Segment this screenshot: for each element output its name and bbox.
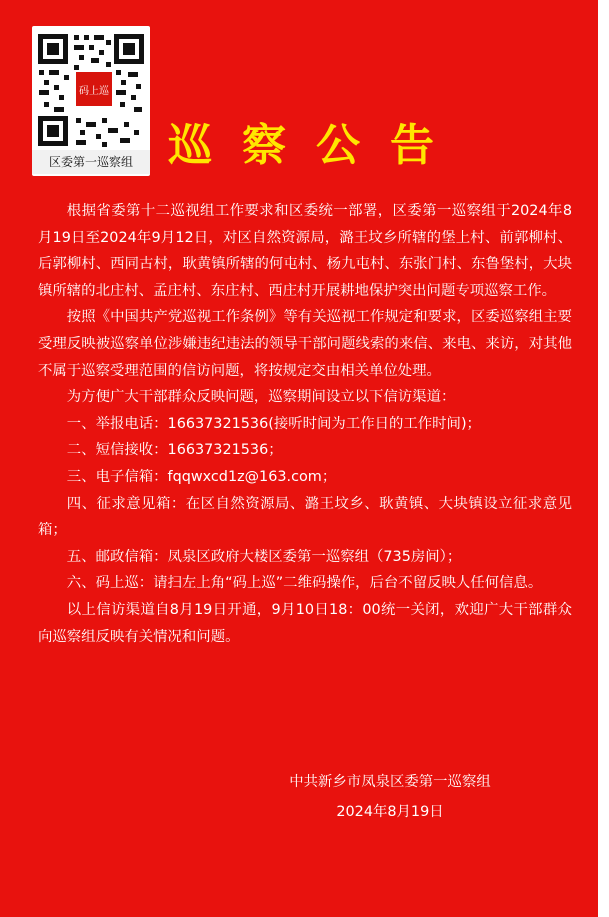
paragraph-intro: 根据省委第十二巡视组工作要求和区委统一部署，区委第一巡察组于2024年8月19日至2024年9月12日，对区自然资源局，潞王坟乡所辖的堡上村、前郭柳村、后郭柳村、西同古村，耿黄镇所辖的何屯村、杨九屯村、东张门村、东鲁堡村，大块镇所辖的北庄村、孟庄村、东庄村、西庄村开展耕地保护突出问题专项巡察工作。 [38, 203, 572, 299]
qr-caption: 区委第一巡察组 [32, 150, 150, 174]
channel-mailbox: 五、邮政信箱：凤泉区政府大楼区委第一巡察组（735房间）； [66, 548, 462, 565]
paragraph-regulation: 按照《中国共产党巡视工作条例》等有关巡视工作规定和要求，区委巡察组主要受理反映被巡察单位涉嫌违纪违法的领导干部问题线索的来信、来电、来访，对其他不属于巡察受理范围的信访问题，将按规定交由相关单位处理。 [38, 309, 572, 379]
channel-suggestion-box: 四、征求意见箱：在区自然资源局、潞王坟乡、耿黄镇、大块镇设立征求意见箱； [38, 495, 572, 539]
page-title: 巡察公告 [168, 120, 464, 171]
channel-sms: 二、短信接收：16637321536； [66, 442, 283, 459]
signature-org: 中共新乡市凤泉区委第一巡察组 [289, 774, 491, 790]
qr-code-card[interactable] [32, 26, 150, 176]
paragraph-closing: 以上信访渠道自8月19日开通，9月10日18：00统一关闭，欢迎广大干部群众向巡察组反映有关情况和问题。 [38, 601, 572, 645]
page-margin [598, 0, 609, 917]
paragraph-channels-intro: 为方便广大干部群众反映问题，巡察期间设立以下信访渠道： [66, 389, 456, 406]
channel-qr: 六、码上巡：请扫左上角“码上巡”二维码操作，后台不留反映人任何信息。 [66, 575, 543, 592]
signature-date: 2024年8月19日 [336, 804, 444, 820]
channel-phone: 一、举报电话：16637321536(接听时间为工作日的工作时间)； [66, 415, 481, 432]
announcement-body [38, 198, 572, 650]
qr-code-icon[interactable] [36, 32, 146, 148]
channel-email: 三、电子信箱：fqqwxcd1z@163.com； [66, 468, 337, 485]
qr-badge-label: 码上巡 [79, 86, 109, 97]
